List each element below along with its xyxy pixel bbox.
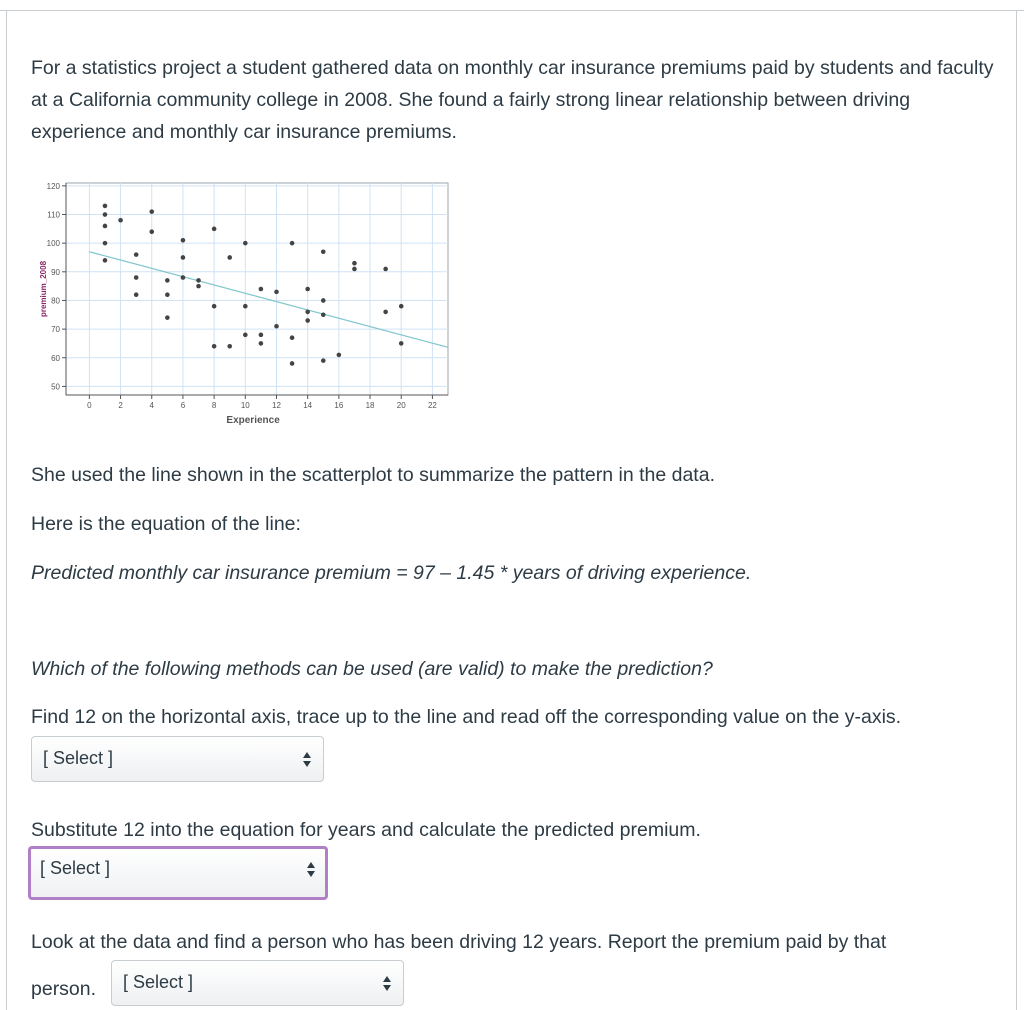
y-tick-label: 120 bbox=[46, 181, 60, 191]
y-tick-label: 110 bbox=[47, 210, 60, 220]
data-point bbox=[352, 261, 357, 266]
data-point bbox=[383, 267, 388, 272]
y-tick-label: 80 bbox=[51, 296, 60, 306]
data-point bbox=[290, 361, 295, 366]
data-point bbox=[165, 292, 170, 297]
y-tick-label: 70 bbox=[51, 325, 60, 335]
right-border bbox=[1016, 10, 1017, 1010]
data-point bbox=[243, 304, 248, 309]
data-point bbox=[165, 315, 170, 320]
line-summary-text: She used the line shown in the scatterplot to summarize the pattern in the data. bbox=[31, 464, 715, 486]
method-3-select[interactable] bbox=[111, 960, 404, 1006]
data-point bbox=[290, 335, 295, 340]
question-intro: For a statistics project a student gathered data on monthly car insurance premiums paid by students and faculty at a California community college in 2008. She found a fairly strong linear relationship between driving experience and monthly car insurance premiums. bbox=[31, 57, 994, 143]
method-2-text: Substitute 12 into the equation for years and calculate the predicted premium. bbox=[31, 819, 701, 841]
left-border bbox=[6, 10, 7, 1010]
data-point bbox=[118, 218, 123, 223]
equation-text: Predicted monthly car insurance premium = 97 – 1.45 * years of driving experience. bbox=[31, 562, 752, 584]
x-tick-label: 2 bbox=[118, 401, 123, 410]
data-point bbox=[181, 238, 186, 243]
data-point bbox=[134, 292, 139, 297]
x-tick-label: 10 bbox=[240, 401, 250, 410]
methods-question: Which of the following methods can be used (are valid) to make the prediction? bbox=[31, 658, 713, 680]
data-point bbox=[321, 298, 326, 303]
data-point bbox=[227, 344, 232, 349]
method-3-text: Look at the data and find a person who has been driving 12 years. Report the premium paid by that bbox=[31, 931, 887, 953]
data-point bbox=[103, 241, 108, 246]
method-3-text-cont: person. bbox=[31, 978, 97, 1000]
data-point bbox=[259, 287, 264, 292]
y-tick-label: 100 bbox=[46, 239, 60, 249]
data-point bbox=[149, 209, 154, 214]
data-point bbox=[305, 310, 310, 315]
x-tick-label: 14 bbox=[303, 401, 313, 410]
x-tick-label: 18 bbox=[365, 401, 375, 410]
data-point bbox=[181, 255, 186, 260]
data-point bbox=[321, 358, 326, 363]
data-point bbox=[399, 341, 404, 346]
data-point bbox=[103, 224, 108, 229]
x-tick-label: 6 bbox=[180, 401, 186, 410]
data-point bbox=[352, 267, 357, 272]
top-border bbox=[0, 0, 1024, 11]
data-point bbox=[212, 227, 217, 232]
data-point bbox=[103, 212, 108, 217]
data-point bbox=[243, 241, 248, 246]
method-1-select[interactable] bbox=[31, 736, 324, 782]
data-point bbox=[165, 278, 170, 283]
method-3-select-value: [ Select ] bbox=[123, 972, 194, 992]
data-point bbox=[305, 318, 310, 323]
x-tick-label: 8 bbox=[211, 401, 217, 410]
data-point bbox=[259, 341, 264, 346]
method-2-select-value: [ Select ] bbox=[40, 858, 111, 878]
data-point bbox=[305, 287, 310, 292]
x-tick-label: 4 bbox=[149, 401, 154, 410]
data-point bbox=[181, 275, 186, 280]
y-tick-label: 60 bbox=[51, 353, 60, 363]
method-2-select[interactable] bbox=[28, 846, 328, 900]
data-point bbox=[399, 304, 404, 309]
data-point bbox=[103, 258, 108, 263]
method-1-select-value: [ Select ] bbox=[43, 748, 114, 768]
data-point bbox=[290, 241, 295, 246]
x-tick-label: 22 bbox=[427, 401, 437, 410]
data-point bbox=[134, 275, 139, 280]
scatterplot bbox=[30, 178, 460, 438]
data-point bbox=[134, 252, 139, 257]
data-point bbox=[227, 255, 232, 260]
select-arrows-icon bbox=[303, 752, 311, 768]
data-point bbox=[212, 304, 217, 309]
data-point bbox=[274, 290, 279, 295]
y-tick-label: 50 bbox=[51, 382, 60, 392]
x-tick-label: 12 bbox=[272, 401, 281, 410]
data-point bbox=[274, 324, 279, 329]
method-1-text: Find 12 on the horizontal axis, trace up to the line and read off the corresponding value on the y-axis. bbox=[31, 706, 902, 728]
x-tick-label: 20 bbox=[396, 401, 406, 410]
data-point bbox=[321, 312, 326, 317]
data-point bbox=[103, 204, 108, 209]
equation-intro-text: Here is the equation of the line: bbox=[31, 513, 301, 535]
data-point bbox=[196, 278, 201, 283]
scatterplot-svg bbox=[30, 178, 460, 438]
x-axis-title: Experience bbox=[226, 415, 280, 426]
data-point bbox=[383, 310, 388, 315]
data-point bbox=[259, 333, 264, 338]
x-tick-label: 0 bbox=[87, 401, 92, 410]
data-point bbox=[337, 353, 342, 358]
data-point bbox=[149, 229, 154, 234]
y-tick-label: 90 bbox=[51, 267, 60, 277]
data-point bbox=[243, 333, 248, 338]
select-arrows-icon bbox=[383, 976, 391, 992]
x-tick-label: 16 bbox=[334, 401, 344, 410]
y-axis-title: premium_2008 bbox=[39, 260, 48, 318]
data-point bbox=[196, 284, 201, 289]
data-point bbox=[212, 344, 217, 349]
data-point bbox=[321, 249, 326, 254]
select-arrows-icon bbox=[307, 862, 315, 878]
